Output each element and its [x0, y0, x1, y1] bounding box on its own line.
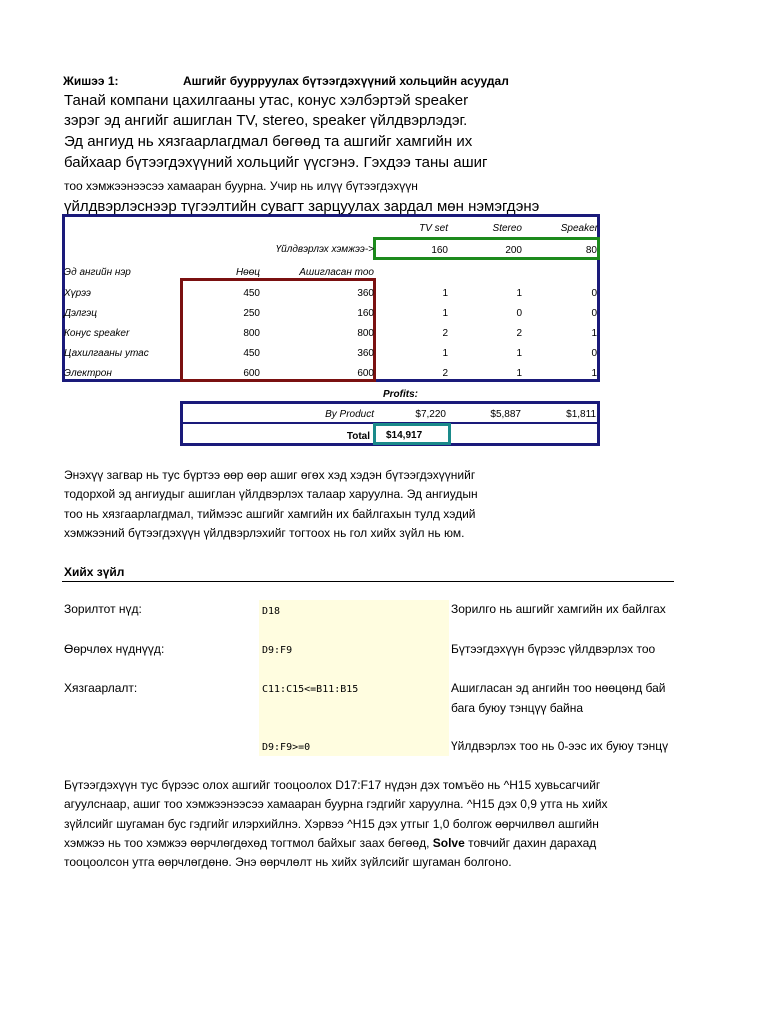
intro-line: үйлдвэрлэснээр түгээлтийн сувагт зарцуулах зардал мөн нэмэгдэнэ — [64, 198, 540, 215]
profit-tv: $7,220 — [415, 409, 446, 420]
part-tv: 2 — [442, 368, 448, 379]
header-tv-set: TV set — [419, 223, 448, 234]
todo-label: Хязгаарлалт: — [64, 681, 138, 695]
description-line: Энэхүү загвар нь тус бүртээ өөр өөр ашиг өгөх хэд хэдэн бүтээгдэхүүнийг — [64, 468, 476, 482]
solver-values-highlight — [259, 600, 449, 756]
page-title: Ашгийг буурруулах бүтээгдэхүүний хольцийн асуудал — [183, 74, 509, 88]
solve-button-reference: Solve — [432, 836, 465, 850]
part-used: 360 — [357, 288, 374, 299]
todo-note: Ашигласан эд ангийн тоо нөөцөнд бай — [451, 681, 666, 695]
constraint-value: C11:C15<=B11:B15 — [262, 684, 359, 695]
by-product-label: By Product — [325, 409, 374, 420]
description-line: тоо нь хязгаарлагдмал, тиймээс ашгийг хамгийн их байлгахын тулд хэдий — [64, 507, 476, 521]
total-value: $14,917 — [386, 430, 423, 441]
part-name: Конус speaker — [64, 328, 130, 339]
todo-heading: Хийх зүйл — [64, 565, 125, 579]
production-tv: 160 — [431, 245, 448, 256]
part-name: Дэлгэц — [64, 308, 97, 319]
closing-line: зүйлсийг шугаман бус гэдгийг илэрхийлнэ. Хэрвээ ^H15 дэх утгыг 1,0 болгож өөрчилвөл ашгийн — [64, 817, 599, 831]
part-tv: 1 — [442, 308, 448, 319]
part-stereo: 0 — [516, 308, 522, 319]
closing-line: Бүтээгдэхүүн тус бүрээс олох ашгийг тооцоолох D17:F17 нүдэн дэх томъёо нь ^H15 хувьсагчийг — [64, 778, 601, 792]
todo-note: Бүтээгдэхүүн бүрээс үйлдвэрлэх тоо — [451, 642, 656, 656]
intro-line: байхаар бүтээгдэхүүний хольцийг үүсгэнэ. Гэхдээ таны ашиг — [64, 154, 488, 171]
closing-text: товчийг дахин дарахад — [464, 836, 597, 850]
closing-line: тооцоолсон утга өөрчлөгдөнө. Энэ өөрчлөлт нь хийх зүйлсийг шугаман болгоно. — [64, 855, 512, 869]
part-stock: 800 — [243, 328, 260, 339]
part-stereo: 2 — [516, 328, 522, 339]
part-used: 800 — [357, 328, 374, 339]
target-cell-value: D18 — [262, 606, 281, 617]
part-speaker: 1 — [591, 368, 597, 379]
todo-divider — [62, 581, 674, 582]
intro-line: Танай компани цахилгааны утас, конус хэлбэртэй speaker — [64, 92, 469, 109]
part-stereo: 1 — [516, 368, 522, 379]
col-part-name: Эд ангийн нэр — [64, 267, 131, 278]
intro-line: Эд ангиуд нь хязгаарлагдмал бөгөөд та ашгийг хамгийн их — [64, 133, 473, 150]
part-stock: 600 — [243, 368, 260, 379]
todo-note: Зорилго нь ашгийг хамгийн их байлгах — [451, 602, 666, 616]
intro-line: тоо хэмжээнээсээ хамаарaн буурна. Учир нь илүү бүтээгдэхүүн — [64, 179, 418, 193]
todo-label: Өөрчлөх нүднүүд: — [64, 642, 165, 656]
part-used: 360 — [357, 348, 374, 359]
constraint-value: D9:F9>=0 — [262, 742, 311, 753]
header-stereo: Stereo — [492, 223, 522, 234]
header-speaker: Speaker — [560, 223, 598, 234]
part-speaker: 0 — [591, 348, 597, 359]
intro-line: зэрэг эд ангийг ашиглан TV, stereo, speaker үйлдвэрлэдэг. — [64, 112, 468, 129]
closing-line: агуулснаар, ашиг тоо хэмжээнээсээ хамааран буурна гэдгийг харуулна. ^H15 дэх 0,9 утга нь хийх — [64, 797, 608, 811]
col-stock: Нөөц — [235, 267, 260, 278]
profits-label: Profits: — [383, 389, 418, 400]
changing-cells-value: D9:F9 — [262, 645, 293, 656]
part-stock: 450 — [243, 288, 260, 299]
example-label: Жишээ 1: — [63, 74, 119, 88]
part-tv: 1 — [442, 348, 448, 359]
part-stereo: 1 — [516, 288, 522, 299]
description-line: тодорхой эд ангиудыг ашиглан үйлдвэрлэх талаар харуулна. Эд ангиудын — [64, 487, 478, 501]
total-label: Total — [346, 431, 370, 442]
closing-text: хэмжээ нь тоо хэмжээ өөрчлөгдөхөд тогтмол байхыг заах бөгөөд, — [64, 836, 433, 850]
todo-note: бага буюу тэнцүү байна — [451, 701, 584, 715]
part-speaker: 0 — [591, 288, 597, 299]
part-used: 600 — [357, 368, 374, 379]
closing-line — [64, 834, 596, 854]
profit-stereo: $5,887 — [490, 409, 521, 420]
part-used: 160 — [357, 308, 374, 319]
production-speaker: 80 — [585, 245, 597, 256]
part-tv: 2 — [442, 328, 448, 339]
production-stereo: 200 — [505, 245, 522, 256]
part-stock: 250 — [243, 308, 260, 319]
production-label: Үйлдвэрлэх хэмжээ-> — [275, 244, 374, 255]
col-used: Ашигласан тоо — [299, 267, 374, 278]
description-line: хэмжээний бүтээгдэхүүн үйлдвэрлэхийг тогтоох нь гол хийх зүйл нь юм. — [64, 526, 465, 540]
todo-note: Үйлдвэрлэх тоо нь 0-ээс их буюу тэнцү — [451, 739, 669, 753]
todo-label: Зорилтот нүд: — [64, 602, 142, 616]
part-speaker: 0 — [591, 308, 597, 319]
part-tv: 1 — [442, 288, 448, 299]
part-name: Цахилгааны утас — [64, 348, 149, 359]
part-speaker: 1 — [591, 328, 597, 339]
part-stock: 450 — [243, 348, 260, 359]
part-stereo: 1 — [516, 348, 522, 359]
profit-speaker: $1,811 — [566, 409, 596, 420]
part-name: Электрон — [64, 368, 112, 379]
part-name: Хүрээ — [64, 288, 91, 299]
